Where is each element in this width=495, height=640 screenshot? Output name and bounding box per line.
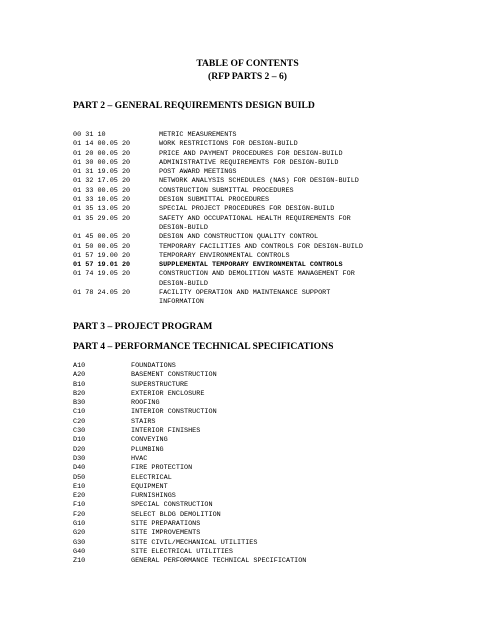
toc-entry [73,418,346,427]
toc-entry-title: DESIGN AND CONSTRUCTION QUALITY CONTROL [159,233,319,242]
toc-entry-code: 01 35 13.05 20 [73,205,131,214]
toc-entry-code: G10 [73,520,86,529]
toc-entry [73,289,374,308]
toc-entry [73,511,346,520]
toc-entry [73,492,346,501]
toc-entry [73,408,346,417]
toc-entry-title: WORK RESTRICTIONS FOR DESIGN-BUILD [159,140,298,149]
toc-entry-title: HVAC [131,454,148,463]
toc-entry-title: BASEMENT CONSTRUCTION [131,371,217,380]
part2-heading: PART 2 – GENERAL REQUIREMENTS DESIGN BUILD [73,100,315,111]
toc-entry [73,390,346,399]
toc-entry-code: 01 45 00.05 20 [73,233,131,242]
toc-entry [73,529,346,538]
toc-entry-code: A20 [73,371,86,380]
toc-entry [73,474,346,483]
toc-entry [73,539,346,548]
toc-entry-code: G30 [73,538,86,547]
toc-entry [73,261,374,270]
part3-heading: PART 3 – PROJECT PROGRAM [73,321,213,332]
toc-entry-title: PRICE AND PAYMENT PROCEDURES FOR DESIGN-BUILD [159,149,343,158]
toc-entry [73,177,374,186]
toc-entry-title: ROOFING [131,399,160,408]
toc-entry [73,233,374,242]
toc-entry-code: D10 [73,436,86,445]
toc-entry [73,483,346,492]
toc-entry [73,381,346,390]
part4-heading: PART 4 – PERFORMANCE TECHNICAL SPECIFICATIONS [73,341,334,352]
toc-entry [73,168,374,177]
toc-entry-title: CONSTRUCTION AND DEMOLITION WASTE MANAGEMENT FOR DESIGN-BUILD [159,270,355,288]
toc-entry-code: F10 [73,501,86,510]
toc-entry-title: GENERAL PERFORMANCE TECHNICAL SPECIFICATION [131,557,307,566]
toc-entry [73,270,374,289]
toc-entry-title: SITE PREPARATIONS [131,520,201,529]
toc-entry-code: 01 33 10.05 20 [73,196,131,205]
toc-entry-title: SPECIAL PROJECT PROCEDURES FOR DESIGN-BUILD [159,205,335,214]
toc-entry [73,131,374,140]
toc-entry [73,427,346,436]
toc-entry [73,446,346,455]
toc-entry-code: 01 20 00.05 20 [73,149,131,158]
toc-entry-code: 01 32 17.05 20 [73,177,131,186]
toc-entry-code: C20 [73,417,86,426]
toc-entry-title: INTERIOR FINISHES [131,427,201,436]
toc-entry-title: SITE ELECTRICAL UTILITIES [131,547,233,556]
toc-entry [73,252,374,261]
toc-entry-title: METRIC MEASUREMENTS [159,131,237,139]
toc-entry-code: 01 33 00.05 20 [73,186,131,195]
toc-entry-code: C10 [73,408,86,417]
toc-entry [73,159,374,168]
title-line-1: TABLE OF CONTENTS [196,58,299,69]
toc-entry-code: D50 [73,473,86,482]
toc-entry [73,140,374,149]
toc-entry [73,243,374,252]
toc-entry-code: 01 31 19.05 20 [73,168,131,177]
toc-entry-code: D20 [73,445,86,454]
toc-entry-code: G40 [73,547,86,556]
toc-entry-title: FOUNDATIONS [131,362,176,370]
toc-entry-title: SELECT BLDG DEMOLITION [131,510,221,519]
toc-entry [73,371,346,380]
toc-entry-title: SAFETY AND OCCUPATIONAL HEALTH REQUIREMENTS FOR DESIGN-BUILD [159,214,351,232]
toc-entry-code: 01 30 00.05 20 [73,158,131,167]
part4-list [73,362,346,567]
toc-entry-title: PLUMBING [131,445,164,454]
part2-list [73,131,374,308]
title-line-2: (RFP PARTS 2 – 6) [208,71,287,82]
toc-entry-title: SUPPLEMENTAL TEMPORARY ENVIRONMENTAL CONTROLS [159,261,343,270]
toc-entry-code: B20 [73,389,86,398]
toc-entry-title: STAIRS [131,417,156,426]
toc-entry [73,520,346,529]
toc-entry-title: POST AWARD MEETINGS [159,168,237,177]
toc-entry-code: 01 14 00.05 20 [73,140,131,149]
toc-entry-code: D40 [73,464,86,473]
toc-entry-code: G20 [73,529,86,538]
toc-entry-title: FACILITY OPERATION AND MAINTENANCE SUPPORT INFORMATION [159,289,331,307]
toc-entry-title: CONSTRUCTION SUBMITTAL PROCEDURES [159,186,294,195]
toc-entry-title: FURNISHINGS [131,492,176,501]
toc-entry-title: SUPERSTRUCTURE [131,380,189,389]
toc-entry-code: E10 [73,482,86,491]
toc-entry [73,196,374,205]
toc-entry [73,436,346,445]
toc-entry-title: SITE IMPROVEMENTS [131,529,201,538]
toc-entry-code: F20 [73,510,86,519]
toc-entry [73,205,374,214]
document-title [0,57,495,83]
toc-entry [73,215,374,234]
toc-entry-code: B30 [73,399,86,408]
toc-entry-code: 01 57 19.01 20 [73,261,131,270]
toc-entry-title: EXTERIOR ENCLOSURE [131,389,205,398]
toc-entry [73,399,346,408]
toc-entry-code: 01 78 24.05 20 [73,289,131,298]
toc-entry-code: A10 [73,362,86,370]
toc-entry-title: SITE CIVIL/MECHANICAL UTILITIES [131,538,258,547]
toc-entry-code: 01 35 29.05 20 [73,214,131,223]
toc-entry [73,548,346,557]
toc-entry-code: 00 31 10 [73,131,106,139]
toc-entry-title: TEMPORARY FACILITIES AND CONTROLS FOR DESIGN-BUILD [159,242,363,251]
toc-entry-title: NETWORK ANALYSIS SCHEDULES (NAS) FOR DESIGN-BUILD [159,177,359,186]
toc-entry-code: E20 [73,492,86,501]
toc-entry-code: B10 [73,380,86,389]
toc-entry [73,187,374,196]
toc-entry-code: 01 57 19.00 20 [73,251,131,260]
toc-entry [73,150,374,159]
toc-entry-title: ELECTRICAL [131,473,172,482]
toc-entry [73,557,346,566]
toc-entry-title: FIRE PROTECTION [131,464,193,473]
toc-entry-code: 01 50 00.05 20 [73,242,131,251]
toc-entry-title: DESIGN SUBMITTAL PROCEDURES [159,196,270,205]
toc-entry [73,501,346,510]
toc-entry-code: 01 74 19.05 20 [73,270,131,279]
toc-entry-title: ADMINISTRATIVE REQUIREMENTS FOR DESIGN-BUILD [159,158,339,167]
toc-entry-title: INTERIOR CONSTRUCTION [131,408,217,417]
toc-entry-title: EQUIPMENT [131,482,168,491]
toc-entry-code: C30 [73,427,86,436]
toc-entry [73,362,346,371]
toc-entry-code: D30 [73,454,86,463]
toc-entry-title: CONVEYING [131,436,168,445]
toc-entry-title: SPECIAL CONSTRUCTION [131,501,213,510]
toc-entry-code: Z10 [73,557,86,566]
toc-entry [73,464,346,473]
toc-entry [73,455,346,464]
toc-entry-title: TEMPORARY ENVIRONMENTAL CONTROLS [159,251,290,260]
